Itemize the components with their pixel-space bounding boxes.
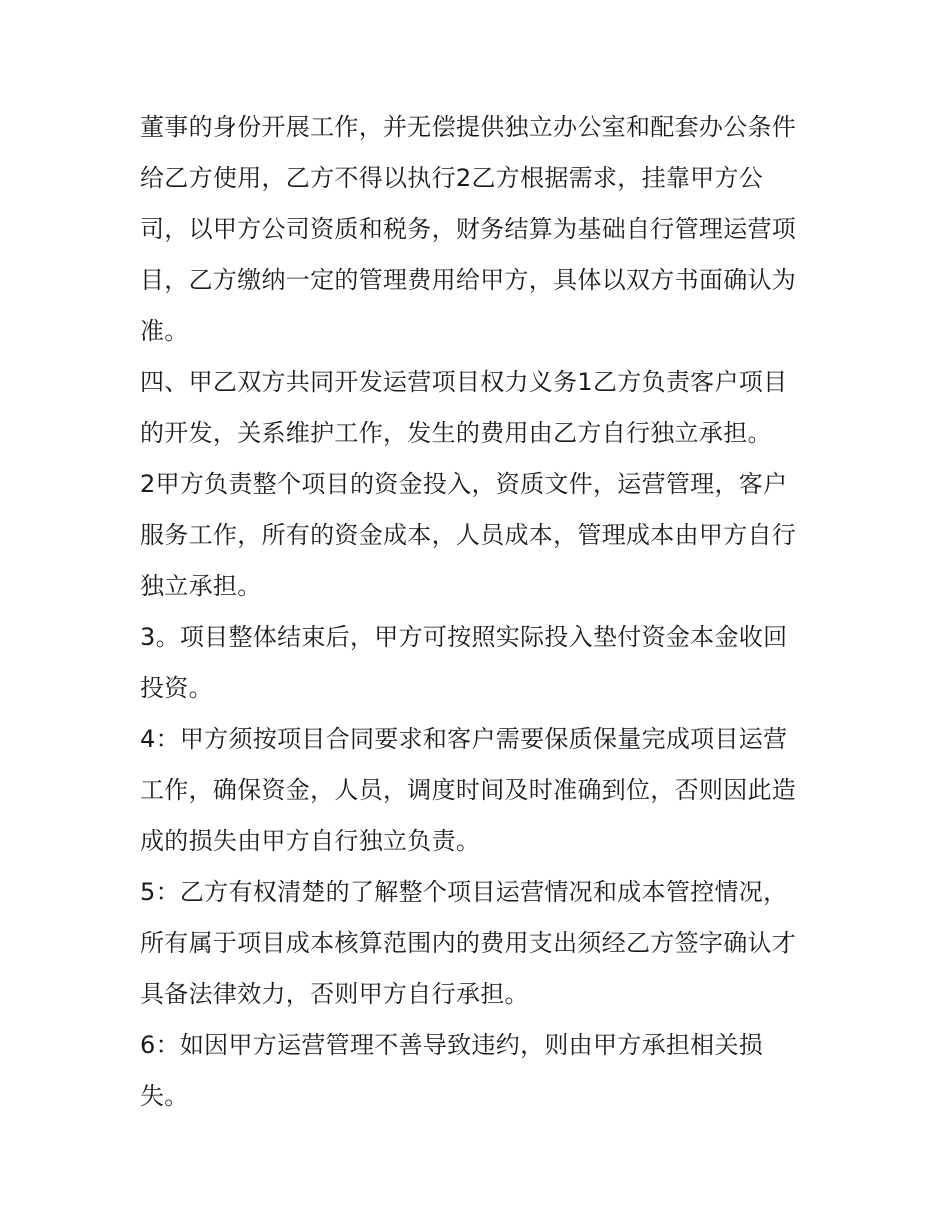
text-line: 给乙方使用，乙方不得以执行2乙方根据需求，挂靠甲方公	[140, 164, 764, 192]
text-line: 5：乙方有权清楚的了解整个项目运营情况和成本管控情况，	[140, 878, 788, 906]
text-line: 独立承担。	[140, 572, 262, 600]
text-line: 工作，确保资金，人员，调度时间及时准确到位，否则因此造	[140, 776, 797, 804]
text-line: 服务工作，所有的资金成本，人员成本，管理成本由甲方自行	[140, 521, 797, 549]
text-line: 2甲方负责整个项目的资金投入，资质文件，运营管理，客户	[140, 470, 788, 498]
text-line: 的开发，关系维护工作，发生的费用由乙方自行独立承担。	[140, 419, 772, 447]
text-line: 投资。	[140, 674, 213, 702]
text-line: 失。	[140, 1082, 189, 1110]
text-line: 4：甲方须按项目合同要求和客户需要保质保量完成项目运营	[140, 725, 788, 753]
text-line: 准。	[140, 317, 189, 345]
text-line: 目，乙方缴纳一定的管理费用给甲方，具体以双方书面确认为	[140, 266, 797, 294]
text-line: 司，以甲方公司资质和税务，财务结算为基础自行管理运营项	[140, 215, 797, 243]
text-line: 3。项目整体结束后，甲方可按照实际投入垫付资金本金收回	[140, 623, 788, 651]
text-line: 具备法律效力，否则甲方自行承担。	[140, 980, 529, 1008]
text-line: 6：如因甲方运营管理不善导致违约，则由甲方承担相关损	[140, 1031, 764, 1059]
text-line: 董事的身份开展工作，并无偿提供独立办公室和配套办公条件	[140, 113, 797, 141]
text-line: 成的损失由甲方自行独立负责。	[140, 827, 481, 855]
text-line: 所有属于项目成本核算范围内的费用支出须经乙方签字确认才	[140, 929, 797, 957]
document-body	[140, 102, 830, 1122]
section-heading-line: 四、甲乙双方共同开发运营项目权力义务1乙方负责客户项目	[140, 368, 788, 396]
